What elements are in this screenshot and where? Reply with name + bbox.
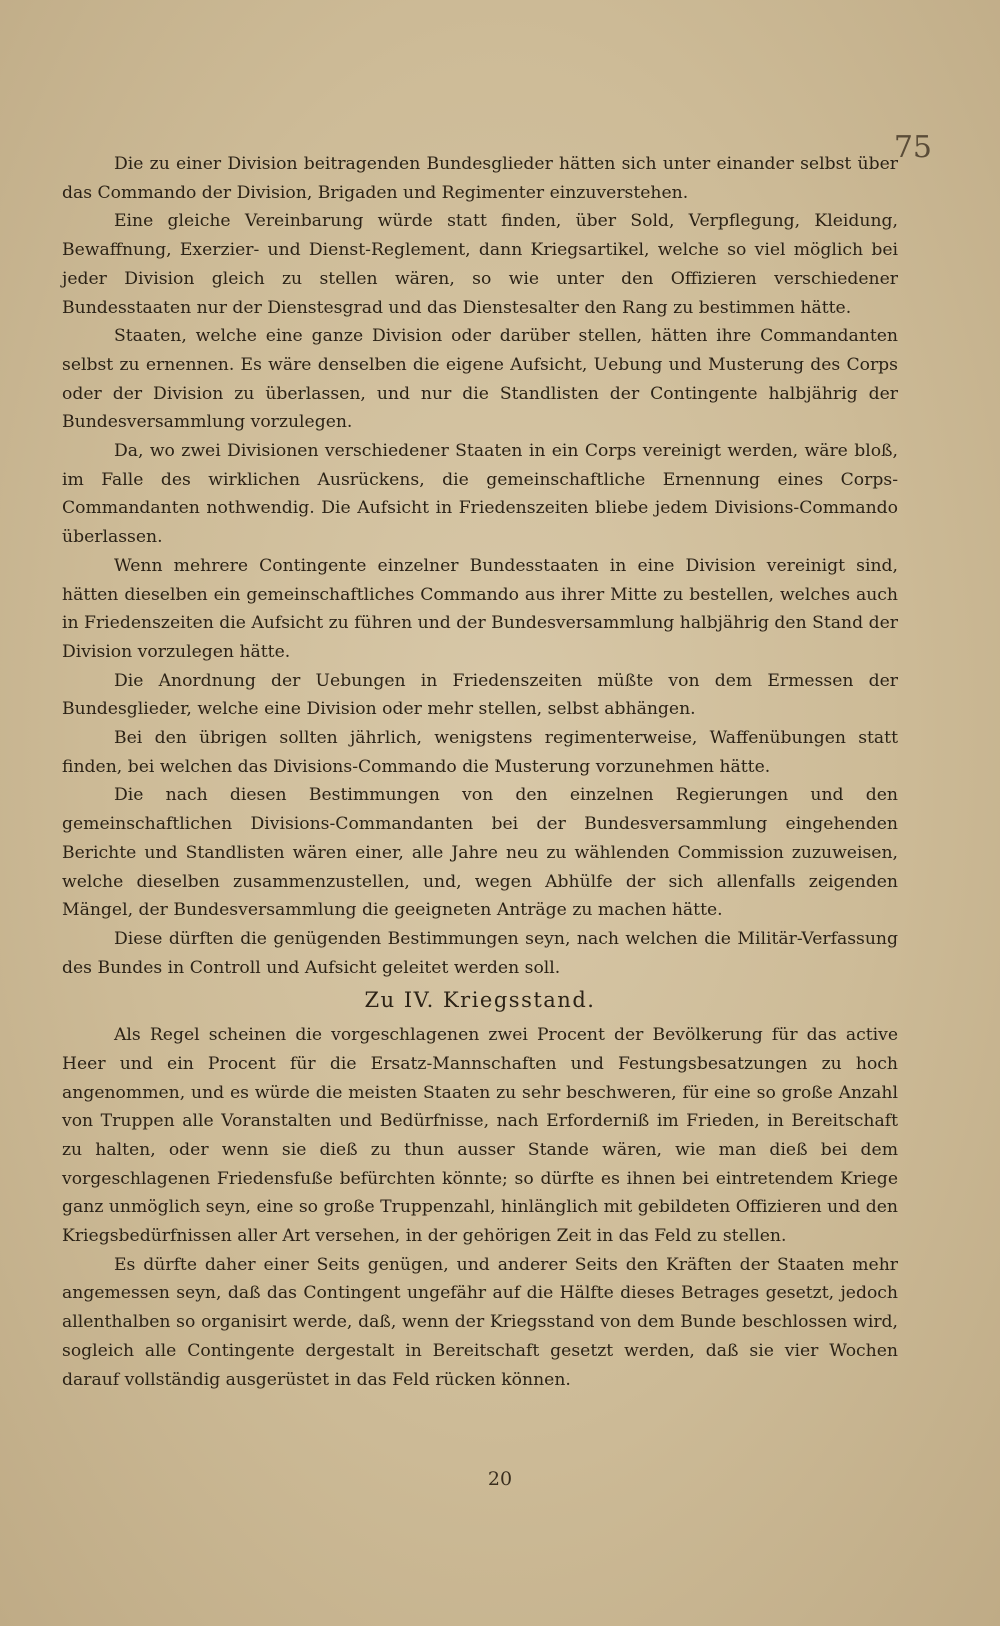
page-number: 75 xyxy=(893,130,932,165)
section-heading: Zu IV. Kriegsstand. xyxy=(364,988,596,1013)
paragraph: Bei den übrigen sollten jährlich, wenigstens regimenterweise, Waffenübungen statt finden, bei welchen das Divisions-Commando die Musterung vorzunehmen hätte. xyxy=(62,728,898,777)
paragraph: Als Regel scheinen die vorgeschlagenen zwei Procent der Bevölkerung für das active Heer und ein Procent für die Ersatz-Mannschaften und Festungsbesatzungen zu hoch angenommen, und es würde die meisten Staaten zu sehr beschweren, für eine so große Anzahl von Truppen alle Voranstalten und Bedürfnisse, nach Erforderniß im Frieden, in Bereitschaft zu halten, oder wenn sie dieß zu thun ausser Stande wären, wie man dieß bei dem vorgeschlagenen Friedensfuße befürchten könnte; so dürfte es ihnen bei eintretendem Kriege ganz unmöglich seyn, eine so große Truppenzahl, hinlänglich mit gebildeten Offizieren und den Kriegsbedürfnissen aller Art versehen, in der gehörigen Zeit in das Feld zu stellen. xyxy=(62,1025,898,1247)
paragraph: Die zu einer Division beitragenden Bundesglieder hätten sich unter einander selbst über das Commando der Division, Brigaden und Regimenter einzuverstehen. xyxy=(62,154,898,203)
paragraph: Diese dürften die genügenden Bestimmungen seyn, nach welchen die Militär-Verfassung des Bundes in Controll und Aufsicht geleitet werden soll. xyxy=(62,928,898,978)
body-text xyxy=(62,150,898,1394)
paragraph: Die Anordnung der Uebungen in Friedenszeiten müßte von dem Ermessen der Bundesglieder, welche eine Division oder mehr stellen, selbst abhängen. xyxy=(62,670,898,720)
paragraph: Eine gleiche Vereinbarung würde statt finden, über Sold, Verpflegung, Kleidung, Bewaffnung, Exerzier- und Dienst-Reglement, dann Kriegsartikel, welche so viel möglich bei jeder Division gleich zu stellen wären, so wie unter den Offizieren verschiedener Bundesstaaten nur der Dienstesgrad und das Dienstesalter den Rang zu bestimmen hätte. xyxy=(62,211,898,318)
paragraph: Die nach diesen Bestimmungen von den einzelnen Regierungen und den gemeinschaftlichen Divisions-Commandanten bei der Bundesversammlung eingehenden Berichte und Standlisten wären einer, alle Jahre neu zu wählenden Commission zuzuweisen, welche dieselben zusammenzustellen, und, wegen Abhülfe der sich allenfalls zeigenden Mängel, der Bundesversammlung die geeigneten Anträge zu machen hätte. xyxy=(62,785,898,921)
paragraph: Staaten, welche eine ganze Division oder darüber stellen, hätten ihre Commandanten selbst zu ernennen. Es wäre denselben die eigene Aufsicht, Uebung und Musterung des Corps oder der Division zu überlassen, und nur die Standlisten der Contingente halbjährig der Bundesversammlung vorzulegen. xyxy=(62,326,898,433)
paragraph: Da, wo zwei Divisionen verschiedener Staaten in ein Corps vereinigt werden, wäre bloß, im Falle des wirklichen Ausrückens, die gemeinschaftliche Ernennung eines Corps-Commandanten nothwendig. Die Aufsicht in Friedenszeiten bliebe jedem Divisions-Commando überlassen. xyxy=(62,441,898,548)
paragraph: Es dürfte daher einer Seits genügen, und anderer Seits den Kräften der Staaten mehr angemessen seyn, daß das Contingent ungefähr auf die Hälfte dieses Betrages gesetzt, jedoch allenthalben so organisirt werde, daß, wenn der Kriegsstand von dem Bunde beschlossen wird, sogleich alle Contingente dergestalt in Bereitschaft gesetzt werden, daß sie vier Wochen darauf vollständig ausgerüstet in das Feld rücken können. xyxy=(62,1254,898,1390)
signature-mark: 20 xyxy=(487,1468,513,1490)
paragraph: Wenn mehrere Contingente einzelner Bundesstaaten in eine Division vereinigt sind, hätten dieselben ein gemeinschaftliches Commando aus ihrer Mitte zu bestellen, welches auch in Friedenszeiten die Aufsicht zu führen und der Bundesversammlung halbjährig den Stand der Division vorzulegen hätte. xyxy=(62,555,898,662)
